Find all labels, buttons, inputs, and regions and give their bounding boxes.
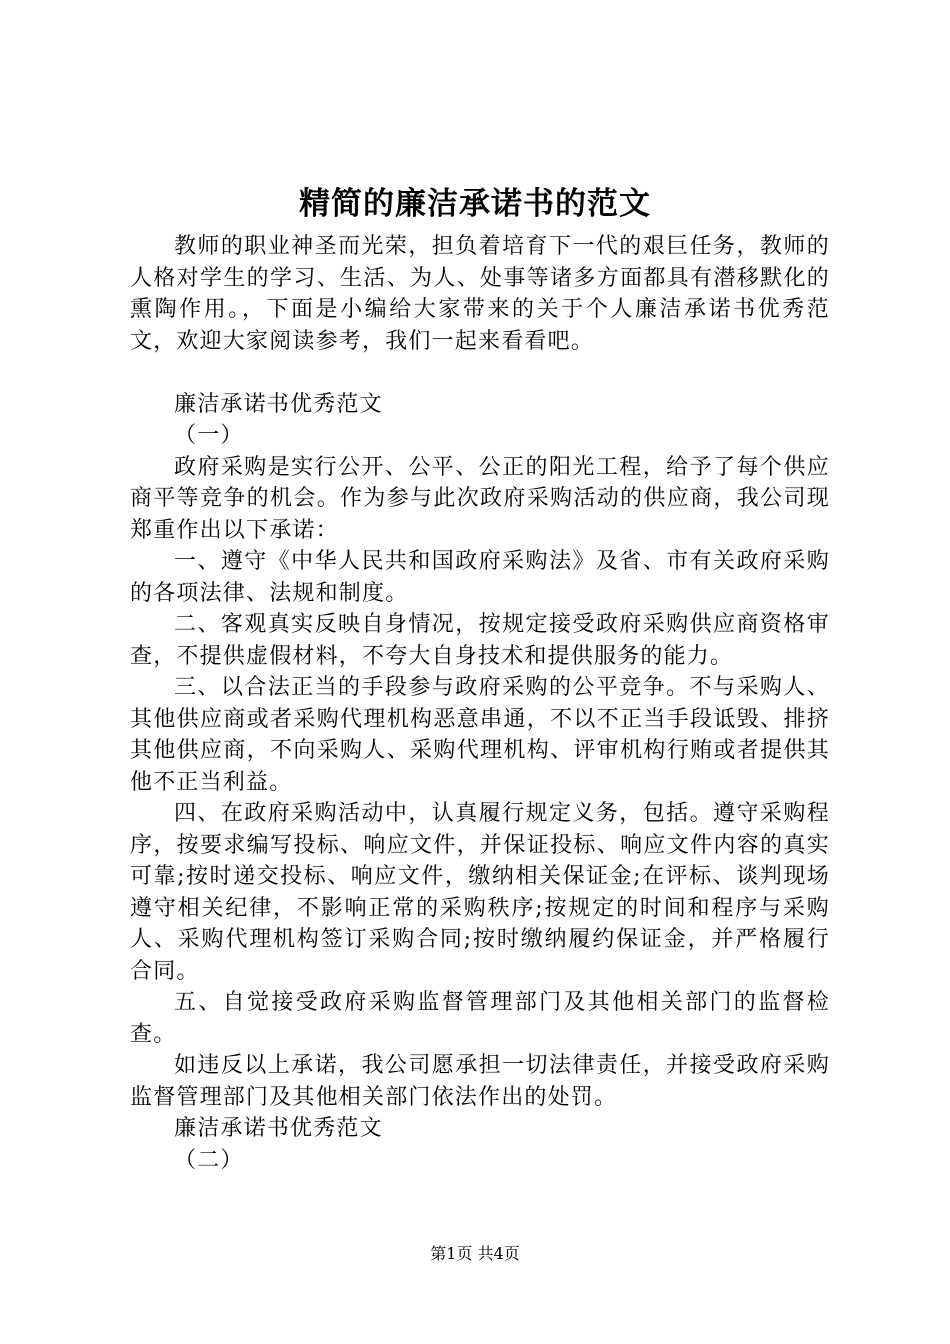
body-paragraph: 三、以合法正当的手段参与政府采购的公平竞争。不与采购人、其他供应商或者采购代理机构恶意串通，不以不正当手段诋毁、排挤其他供应商，不向采购人、采购代理机构、评审机构行贿或者提供其他不正当利益。	[130, 675, 830, 795]
section-heading-1: 廉洁承诺书优秀范文	[174, 391, 383, 417]
body-paragraph: 如违反以上承诺，我公司愿承担一切法律责任，并接受政府采购监督管理部门及其他相关部门依法作出的处罚。	[130, 1053, 830, 1110]
document-body	[130, 231, 830, 1176]
body-paragraph: 四、在政府采购活动中，认真履行规定义务，包括。遵守采购程序，按要求编写投标、响应文件，并保证投标、响应文件内容的真实可靠;按时递交投标、响应文件，缴纳相关保证金;在评标、谈判现场遵守相关纪律，不影响正常的采购秩序;按规定的时间和程序与采购人、采购代理机构签订采购合同;按时缴纳履约保证金，并严格履行合同。	[130, 801, 830, 984]
body-paragraph: 二、客观真实反映自身情况，按规定接受政府采购供应商资格审查，不提供虚假材料，不夸大自身技术和提供服务的能力。	[130, 612, 830, 669]
body-paragraph: 五、自觉接受政府采购监督管理部门及其他相关部门的监督检查。	[130, 990, 830, 1047]
body-paragraph: 一、遵守《中华人民共和国政府采购法》及省、市有关政府采购的各项法律、法规和制度。	[130, 549, 830, 606]
section-heading-2: 廉洁承诺书优秀范文	[174, 1116, 383, 1141]
section-number-2: （二）	[174, 1147, 244, 1173]
body-paragraph: 政府采购是实行公开、公平、公正的阳光工程，给予了每个供应商平等竞争的机会。作为参与此次政府采购活动的供应商，我公司现郑重作出以下承诺：	[130, 454, 830, 543]
blank-line	[130, 357, 830, 389]
page-footer: 第1页 共4页	[430, 1244, 520, 1263]
document-title: 精简的廉洁承诺书的范文	[299, 186, 651, 222]
intro-paragraph: 教师的职业神圣而光荣，担负着培育下一代的艰巨任务，教师的人格对学生的学习、生活、为人、处事等诸多方面都具有潜移默化的熏陶作用。，下面是小编给大家带来的关于个人廉洁承诺书优秀范文，欢迎大家阅读参考，我们一起来看看吧。	[130, 234, 830, 354]
section-number-1: （一）	[174, 423, 244, 448]
